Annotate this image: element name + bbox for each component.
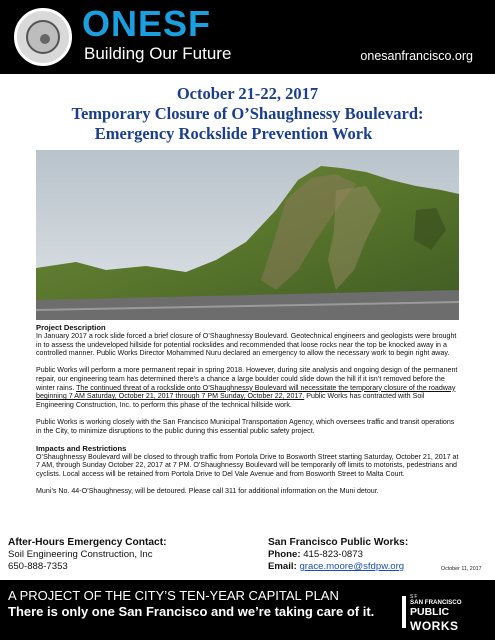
header-band [0,0,495,74]
email-label: Email: [268,561,297,572]
hillside-photo [36,150,459,320]
contractor-phone: 650-888-7353 [8,561,68,572]
emergency-contact-heading: After-Hours Emergency Contact: [8,537,167,548]
brand-tagline: Building Our Future [84,44,232,63]
paragraph-2: Public Works will perform a more permanent repair in spring 2018. However, during site analysis and ongoing design of the permanent repair, our engineering team has determined there’s a chance a large boulder could slide down the hill if it isn’t removed before the winter rains. The continued threat of a rockslide onto O’Shaughnessy Boulevard will necessitate the temporary closure of the roadway beginning 7 AM Saturday, October 21, 2017 through 7 PM Sunday, October 22, 2017. Public Works has contracted with Soil Engineering Construction, Inc. to perform this phase of the technical hillside work. [36,366,458,410]
logo-public: PUBLIC [410,606,450,618]
title-date: October 21-22, 2017 [176,84,319,103]
impacts-heading: Impacts and Restrictions [36,443,127,453]
logo-works: WORKS [410,619,459,633]
footer-capital-plan: A PROJECT OF THE CITY’S TEN-YEAR CAPITAL PLAN [8,588,339,603]
footer-band [0,580,495,640]
contractor-name: Soil Engineering Construction, Inc [8,549,153,560]
phone-label: Phone: [268,549,301,560]
phone-value: 415-823-0873 [303,549,363,560]
paragraph-3: Public Works is working closely with the San Francisco Municipal Transportation Agency, which oversees traffic and transit operations in the City, to minimize disruptions to the public during this essential public safety project. [36,418,455,435]
project-description-heading: Project Description [36,323,106,332]
paragraph-4: O’Shaughnessy Boulevard will be closed to through traffic from Portola Drive to Bosworth Street starting Saturday, October 21, 2017 at 7 AM, through Sunday October 22, 2017 at 7 PM. O’Shaughnessy Boulevard will be temporarily off limits to motorists, pedestrians and cyclists. Local access will be retained from Portola Drive to Del Vale Avenue and from Bosworth Street to Malta Court. [36,452,459,478]
public-works-heading: San Francisco Public Works: [268,537,409,548]
logo-san-francisco: SAN FRANCISCO [410,599,462,606]
title-work: Emergency Rockslide Prevention Work [94,124,373,143]
document-date: October 11, 2017 [441,566,482,572]
paragraph-5: Muni’s No. 44-O’Shaughnessy, will be detoured. Please call 311 for additional information on the Muni detour. [36,486,379,495]
email-link[interactable]: grace.moore@sfdpw.org [299,561,405,572]
page-title [0,84,495,144]
title-closure: Temporary Closure of O’Shaughnessy Boulevard: [71,104,424,123]
footer-slogan: There is only one San Francisco and we’re taking care of it. [8,604,375,619]
emergency-contact [8,537,238,573]
brand-logo-text: ONESF [82,3,212,44]
logo-sf: SF [410,594,419,600]
website-link[interactable]: onesanfrancisco.org [360,49,473,63]
city-seal-icon [14,8,72,66]
paragraph-1: In January 2017 a rock slide forced a brief closure of O’Shaughnessy Boulevard. Geotechnical engineers and geologists were brought in to assess the undeveloped hillside for potential rockslides and recommended that loose rocks near the top be knocked away in a controlled manner. Public Works Director Mohammed Nuru declared an emergency to allow the necessary work to begin right away. [36,332,457,358]
article-body [36,323,460,504]
logo-bar-icon [402,596,406,628]
public-works-logo [394,588,486,634]
